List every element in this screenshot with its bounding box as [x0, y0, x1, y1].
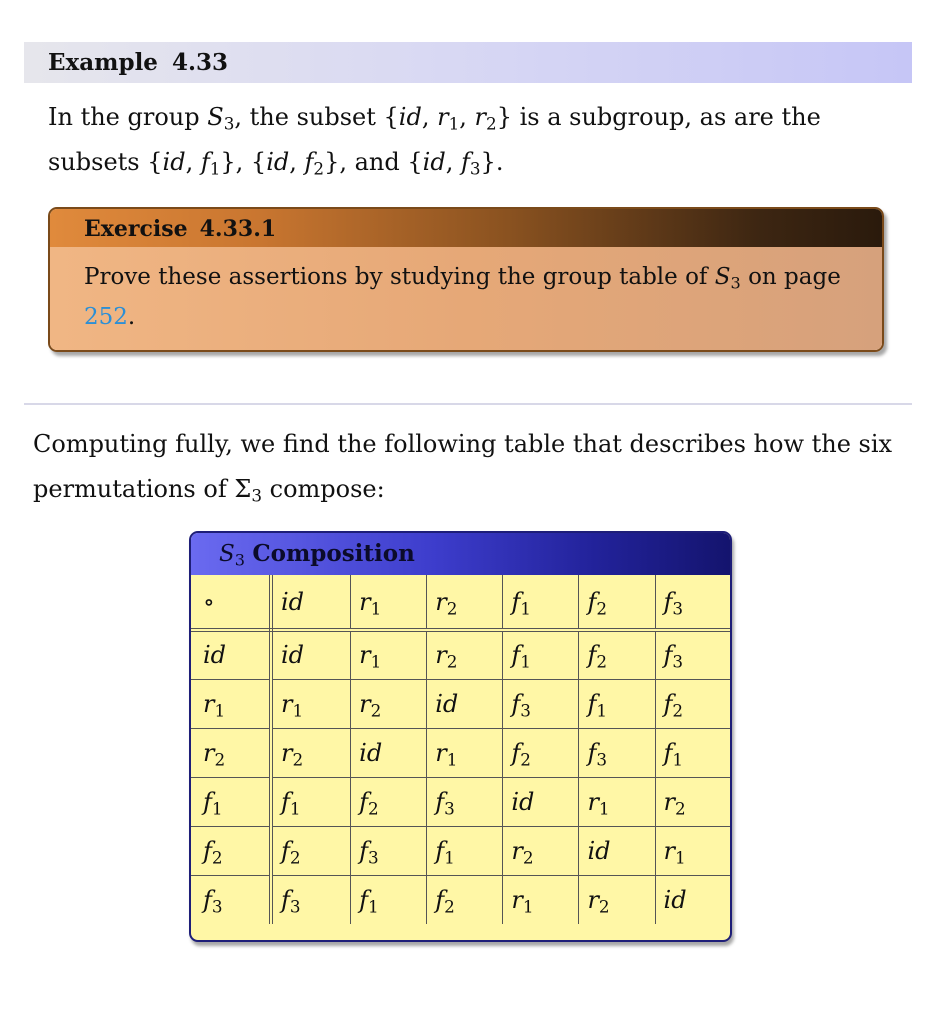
row-header: $f_3$ — [191, 875, 271, 924]
table-cell: id — [271, 630, 351, 679]
body-paragraph: Computing fully, we find the following table that describes how the six permutations of $\Sigma_3$ compose: — [33, 430, 893, 506]
table-title — [191, 533, 730, 575]
row-header: id — [191, 630, 271, 679]
table-cell: $f_2$ — [579, 630, 655, 679]
table-row — [191, 630, 730, 679]
table-cell: $r_1$ — [351, 630, 427, 679]
table-cell: $f_3$ — [271, 875, 351, 924]
table-cell: $f_1$ — [427, 826, 503, 875]
column-header: $f_2$ — [579, 575, 655, 630]
column-header: $r_2$ — [427, 575, 503, 630]
row-header: $r_1$ — [191, 679, 271, 728]
table-cell: $r_2$ — [579, 875, 655, 924]
table-cell: $r_2$ — [427, 630, 503, 679]
table-row — [191, 777, 730, 826]
table-cell: $f_3$ — [579, 728, 655, 777]
table-cell: $f_1$ — [271, 777, 351, 826]
table-cell: id — [503, 777, 579, 826]
table-cell: $f_3$ — [655, 630, 730, 679]
table-row — [191, 826, 730, 875]
row-header: $r_2$ — [191, 728, 271, 777]
table-title-group: $S_3$ — [219, 541, 246, 570]
table-cell: $r_1$ — [271, 679, 351, 728]
table-cell: id — [351, 728, 427, 777]
example-number: 4.33 — [171, 49, 228, 76]
table-cell: $f_1$ — [579, 679, 655, 728]
table-header-row — [191, 575, 730, 630]
table-cell: $f_3$ — [503, 679, 579, 728]
exercise-body: Prove these assertions by studying the group table of $S_3$ on page 252. — [50, 247, 882, 352]
row-header: $f_1$ — [191, 777, 271, 826]
example-label: Example — [48, 49, 158, 76]
table-cell: $r_1$ — [503, 875, 579, 924]
example-header — [24, 42, 912, 83]
group-symbol: $S_3$ — [207, 103, 235, 134]
table-cell: $r_1$ — [427, 728, 503, 777]
exercise-label: Exercise — [84, 216, 188, 242]
section-divider — [24, 403, 912, 405]
table-cell: $f_2$ — [427, 875, 503, 924]
table-cell: $r_1$ — [655, 826, 730, 875]
exercise-header — [50, 209, 882, 247]
table-cell: $r_1$ — [579, 777, 655, 826]
table-row — [191, 728, 730, 777]
table-cell: $f_1$ — [351, 875, 427, 924]
table-cell: $f_2$ — [271, 826, 351, 875]
table-title-text: Composition — [252, 540, 415, 567]
page-link[interactable]: 252 — [84, 304, 128, 330]
group-symbol: $S_3$ — [714, 264, 741, 293]
column-header: $f_1$ — [503, 575, 579, 630]
table-cell: $f_3$ — [351, 826, 427, 875]
column-header: $r_1$ — [351, 575, 427, 630]
exercise-box — [48, 207, 884, 352]
table-row — [191, 679, 730, 728]
table-cell: $f_1$ — [655, 728, 730, 777]
table-cell: $r_2$ — [271, 728, 351, 777]
row-header: $f_2$ — [191, 826, 271, 875]
table-cell: $f_2$ — [655, 679, 730, 728]
composition-table-box — [189, 531, 732, 942]
table-cell: $f_2$ — [503, 728, 579, 777]
column-header: id — [271, 575, 351, 630]
exercise-number: 4.33.1 — [199, 216, 277, 242]
operator-cell: ∘ — [191, 575, 271, 630]
sigma-symbol: $\Sigma_3$ — [234, 475, 262, 506]
table-cell: $f_3$ — [427, 777, 503, 826]
example-body: In the group $S_3$, the subset {id, $r_1$, $r_2$} is a subgroup, as are the subsets {id, $f_1$}, {id, $f_2$}, and {id, $f_3$}. — [48, 103, 821, 179]
table-cell: id — [579, 826, 655, 875]
composition-table — [191, 575, 730, 924]
table-cell: $f_2$ — [351, 777, 427, 826]
table-row — [191, 875, 730, 924]
table-cell: $r_2$ — [655, 777, 730, 826]
table-cell: id — [655, 875, 730, 924]
column-header: $f_3$ — [655, 575, 730, 630]
table-cell: id — [427, 679, 503, 728]
table-cell: $f_1$ — [503, 630, 579, 679]
table-cell: $r_2$ — [503, 826, 579, 875]
table-cell: $r_2$ — [351, 679, 427, 728]
